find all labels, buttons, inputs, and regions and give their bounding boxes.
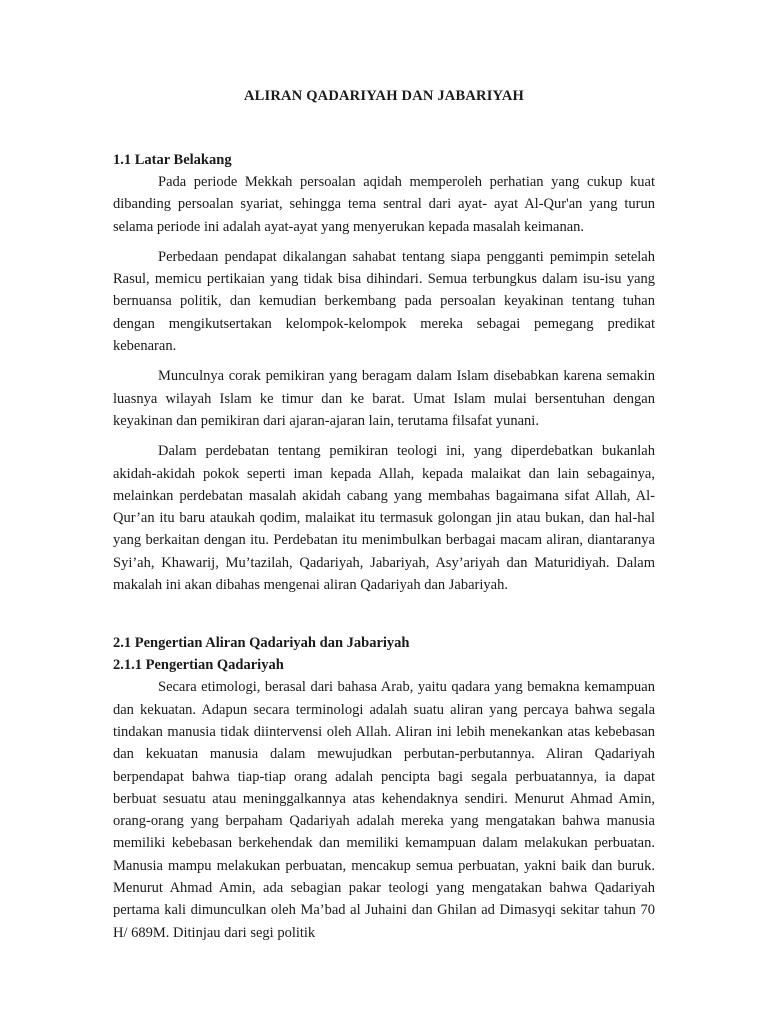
document-body xyxy=(113,88,655,944)
section-heading-latar-belakang: 1.1 Latar Belakang xyxy=(113,152,232,168)
paragraph: Perbedaan pendapat dikalangan sahabat tentang siapa pengganti pemimpin setelah Rasul, memicu pertikaian yang tidak bisa dihindari. Semua terbungkus dalam isu-isu yang bernuansa politik, dan kemudian berkembang pada persoalan keyakinan tentang tuhan dengan mengikutsertakan kelompok-kelompok mereka sebagai pemegang predikat kebenaran. xyxy=(113,248,655,355)
subsection-heading-pengertian-qadariyah: 2.1.1 Pengertian Qadariyah xyxy=(113,657,284,674)
paragraph: Munculnya corak pemikiran yang beragam dalam Islam disebabkan karena semakin luasnya wilayah Islam ke timur dan ke barat. Umat Islam mulai bersentuhan dengan keyakinan dan pemikiran dari ajaran-ajaran lain, terutama filsafat yunani. xyxy=(113,368,655,429)
section-heading-pengertian-aliran: 2.1 Pengertian Aliran Qadariyah dan Jabariyah xyxy=(113,635,410,652)
section-spacer xyxy=(113,596,655,632)
paragraph: Pada periode Mekkah persoalan aqidah memperoleh perhatian yang cukup kuat dibanding persoalan syariat, sehingga tema sentral dari ayat- ayat Al-Qur'an yang turun selama periode ini adalah ayat-ayat yang menyerukan kepada masalah keimanan. xyxy=(113,174,655,235)
document-title: ALIRAN QADARIYAH DAN JABARIYAH xyxy=(243,88,525,104)
paragraph: Secara etimologi, berasal dari bahasa Arab, yaitu qadara yang bemakna kemampuan dan kekuatan. Adapun secara terminologi adalah suatu aliran yang percaya bahwa segala tindakan manusia tidak diintervensi oleh Allah. Aliran ini lebih menekankan atas kebebasan dan kekuatan manusia dalam mewujudkan perbutan-perbutannya. Aliran Qadariyah berpendapat bahwa tiap-tiap orang adalah pencipta bagi segala perbuatannya, ia dapat berbuat sesuatu atau meninggalkannya atas kehendaknya sendiri. Menurut Ahmad Amin, orang-orang yang berpaham Qadariyah adalah mereka yang mengatakan bahwa manusia memiliki kebebasan berkehendak dan memiliki kemampuan dalam melakukan perbuatan. Manusia mampu melakukan perbuatan, mencakup semua perbuatan, yakni baik dan buruk. Menurut Ahmad Amin, ada sebagian pakar teologi yang mengatakan bahwa Qadariyah pertama kali dimunculkan oleh Ma’bad al Juhaini dan Ghilan ad Dimasyqi sekitar tahun 70 H/ 689M. Ditinjau dari segi politik xyxy=(113,679,655,941)
paragraph: Dalam perdebatan tentang pemikiran teologi ini, yang diperdebatkan bukanlah akidah-akidah pokok seperti iman kepada Allah, kepada malaikat dan lain sebagainya, melainkan perdebatan masalah akidah cabang yang membahas bagaimana sifat Allah, Al-Qur’an itu baru ataukah qodim, malaikat itu termasuk golongan jin atau bukan, dan hal-hal yang berkaitan dengan itu. Perdebatan itu menimbulkan berbagai macam aliran, diantaranya Syi’ah, Khawarij, Mu’tazilah, Qadariyah, Jabariyah, Asy’ariyah dan Maturidiyah. Dalam makalah ini akan dibahas mengenai aliran Qadariyah dan Jabariyah. xyxy=(113,443,655,594)
